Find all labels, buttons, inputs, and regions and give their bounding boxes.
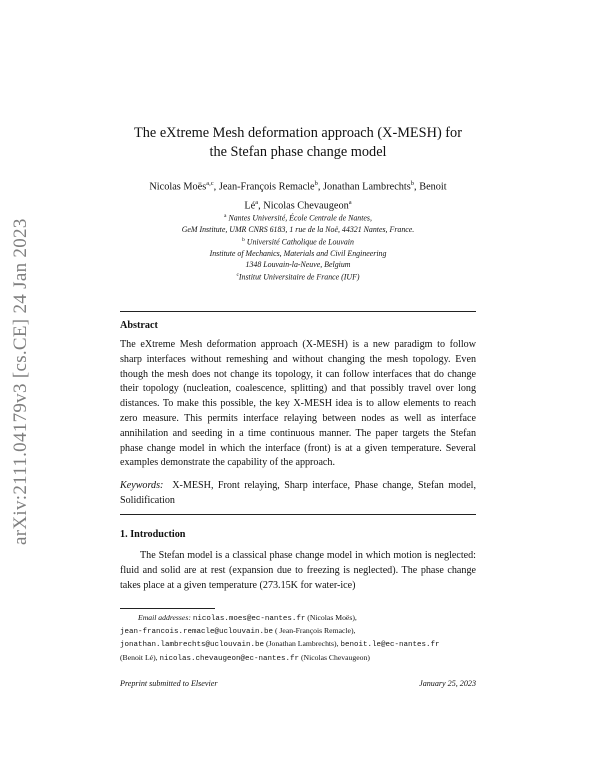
email-footnote bbox=[120, 612, 480, 665]
affil-b-line2: Institute of Mechanics, Materials and Civil Engineering bbox=[209, 248, 387, 258]
author-lambrechts: , Jonathan Lambrechts bbox=[317, 181, 411, 193]
author-le-sup: a bbox=[255, 198, 259, 206]
abstract-heading: Abstract bbox=[120, 320, 158, 331]
email-link-lambrechts[interactable]: jonathan.lambrechts@uclouvain.be bbox=[120, 641, 265, 650]
footer-date: January 25, 2023 bbox=[419, 679, 476, 688]
affil-b-line3: 1348 Louvain-la-Neuve, Belgium bbox=[245, 260, 351, 270]
footer-preprint-note: Preprint submitted to Elsevier bbox=[120, 679, 218, 688]
author-remacle-sup: b bbox=[314, 180, 318, 187]
introduction-text: The Stefan model is a classical phase change model in which motion is neglected: fluid and solid are at rest (expansion due to freezing is neglected). The phase change takes place at a given temperature (273.15K for water-ice) bbox=[120, 550, 476, 591]
author-le-last: Lé bbox=[244, 200, 256, 212]
abstract-text: The eXtreme Mesh deformation approach (X-MESH) is a new paradigm to follow sharp interfaces without remeshing and without changing the mesh topology. Even though the mesh does not change its topology, it can follow interfaces that do change their topology (nucleation, coalescence, splitting) and that possibly travel over long distances. To make this possible, the key X-MESH idea is to allow elements to reach zero measure. This permits interface relaying between nodes as well as interface annihilation and seeding in a time continuous manner. The paper targets the Stefan phase change model in which the interface (front) is at a given temperature. Several examples demonstrate the capability of the approach. bbox=[120, 339, 476, 469]
author-list bbox=[120, 176, 476, 214]
keywords-label: Keywords: bbox=[120, 480, 164, 491]
email-name-lambrechts: (Jonathan Lambrechts), bbox=[264, 639, 341, 649]
email-name-le: (Benoit Lé), bbox=[120, 652, 160, 662]
affil-c-sup: c bbox=[236, 272, 239, 279]
keywords-text: X-MESH, Front relaying, Sharp interface, Phase change, Stefan model, Solidification bbox=[120, 480, 476, 506]
email-name-moes: (Nicolas Moës), bbox=[305, 613, 357, 622]
email-link-chevaugeon[interactable]: nicolas.chevaugeon@ec-nantes.fr bbox=[159, 654, 300, 663]
affil-a-sup: a bbox=[224, 213, 227, 219]
author-le-first: , Benoit bbox=[414, 181, 447, 193]
author-remacle: , Jean-François Remacle bbox=[213, 181, 315, 193]
author-lambrechts-sup: b bbox=[410, 180, 415, 187]
email-name-chevaugeon: (Nicolas Chevaugeon) bbox=[299, 652, 370, 662]
keywords bbox=[120, 479, 476, 509]
affil-b-line1: Université Catholique de Louvain bbox=[244, 237, 354, 247]
author-chevaugeon: , Nicolas Chevaugeon bbox=[258, 200, 349, 212]
affil-a-line2: GeM Institute, UMR CNRS 6183, 1 rue de la Noë, 44321 Nantes, France. bbox=[181, 224, 415, 234]
email-link-moes[interactable]: nicolas.moes@ec-nantes.fr bbox=[192, 615, 306, 623]
title-line-2: the Stefan phase change model bbox=[209, 144, 387, 160]
affil-b-sup: b bbox=[242, 237, 245, 244]
email-link-le[interactable]: benoit.le@ec-nantes.fr bbox=[340, 641, 440, 650]
paper-title bbox=[120, 124, 476, 162]
abstract-bottom-rule bbox=[120, 514, 476, 515]
affiliations bbox=[120, 211, 476, 283]
section-heading-introduction: 1. Introduction bbox=[120, 529, 186, 540]
author-moes: Nicolas Moës bbox=[149, 181, 207, 193]
arxiv-stamp: arXiv:2111.04179v3 [cs.CE] 24 Jan 2023 bbox=[10, 218, 31, 545]
email-link-remacle[interactable]: jean-francois.remacle@uclouvain.be bbox=[120, 628, 274, 637]
title-line-1: The eXtreme Mesh deformation approach (X-MESH) for bbox=[134, 125, 462, 141]
footnote-rule bbox=[120, 608, 215, 609]
author-chevaugeon-sup: a bbox=[348, 198, 352, 206]
abstract-top-rule bbox=[120, 311, 476, 312]
email-name-remacle: ( Jean-François Remacle), bbox=[273, 626, 356, 636]
affil-a-line1: Nantes Université, École Centrale de Nantes, bbox=[226, 213, 372, 223]
affil-c-line1: Institut Universitaire de France (IUF) bbox=[238, 272, 360, 282]
email-label: Email addresses: bbox=[138, 613, 191, 622]
author-moes-sup: a,c bbox=[206, 180, 214, 187]
